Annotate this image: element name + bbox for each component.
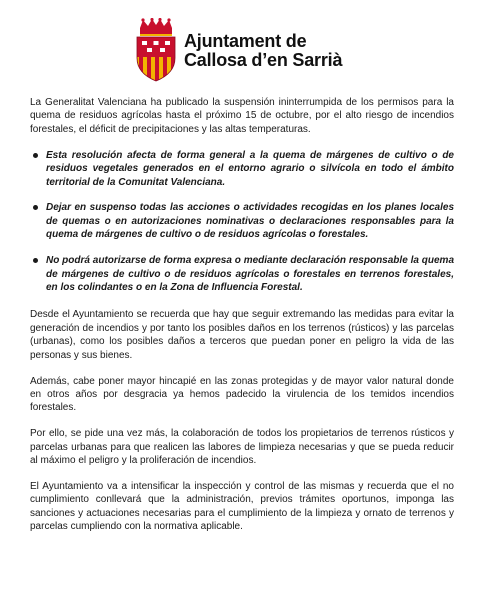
document-header [0, 8, 480, 88]
intro-paragraph: La Generalitat Valenciana ha publicado la suspensión ininterrumpida de los permisos para la quema de residuos agrícolas hasta el próximo 15 de octubre, por el alto riesgo de incendios forestales, el déficit de precipitaciones y las altas temperaturas. [30, 97, 454, 135]
notice-body [30, 96, 454, 546]
body-paragraph: Además, cabe poner mayor hincapié en las zonas protegidas y de mayor valor natural donde en otros años por desgracia ya hemos padecido la virulencia de los temidos incendios forestales. [30, 375, 454, 414]
organization-name-line1: Ajuntament de [184, 31, 307, 51]
bullet-icon [33, 153, 38, 158]
list-item-text: Dejar en suspenso todas las acciones o actividades recogidas en los planes locales de quemas o en autorizaciones nominativas o declaraciones responsables para la quema de márgenes de cultivo o de residuos agrícolas o forestales. [46, 202, 454, 241]
body-paragraph: El Ayuntamiento va a intensificar la inspección y control de las mismas y recuerda que el no cumplimiento conllevará que la administración, previos trámites oportunos, imponga las sanciones y actuaciones necesarias para el cumplimiento de la limpieza y ornato de terrenos y parcelas cumpliendo con la normativa aplicable. [30, 480, 454, 533]
measures-list [30, 149, 454, 295]
organization-name [184, 32, 342, 70]
list-item-text: No podrá autorizarse de forma expresa o mediante declaración responsable la quema de márgenes de cultivo o de residuos agrícolas o forestales en terrenos forestales, en los colindantes o en la Zona de Influencia Forestal. [46, 255, 454, 293]
organization-name-line2: Callosa d’en Sarrià [184, 50, 343, 70]
coat-of-arms-icon [134, 18, 178, 82]
list-item-text: Esta resolución afecta de forma general a la quema de márgenes de cultivo o de residuos vegetales generados en el entorno agrario o silvícola en todo el ámbito territorial de la Comunitat Valenciana. [46, 149, 454, 188]
list-item [30, 254, 454, 294]
list-item [30, 149, 454, 189]
body-paragraph: Por ello, se pide una vez más, la colaboración de todos los propietarios de terrenos rústicos y parcelas urbanas para que realicen las labores de limpieza necesarias y que se pueda reducir al máximo el peligro y la proliferación de incendios. [30, 428, 454, 467]
bullet-icon [33, 205, 38, 210]
body-paragraph: Desde el Ayuntamiento se recuerda que hay que seguir extremando las medidas para evitar la generación de incendios y por tanto los posibles daños en los terrenos (rústicos) y las parcelas (urbanas), como los posibles daños a terceros que puedan poner en peligro la vida de las personas y sus bienes. [30, 309, 454, 361]
bullet-icon [33, 258, 38, 263]
list-item [30, 201, 454, 241]
